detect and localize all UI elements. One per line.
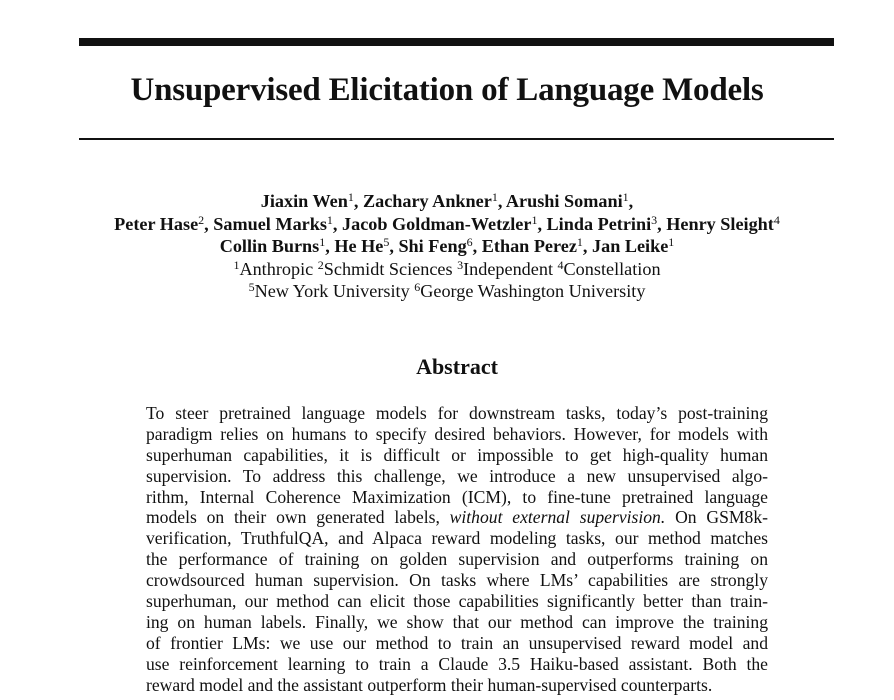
author-name: Peter Hase [114,213,199,234]
abstract-heading: Abstract [416,354,498,379]
affiliation-name: Anthropic [239,258,314,279]
author-affiliation-mark: 4 [773,212,780,227]
abstract-line: To steer pretrained language models for downstream tasks, today’s post-training [146,403,768,423]
author-affiliation-mark: 1 [531,212,538,227]
author-affiliation-mark: 1 [576,235,583,249]
author-affiliation-mark: 6 [466,235,473,249]
abstract-line: reward model and the assistant outperform their human-supervised counterparts. [146,674,713,695]
affiliation-number: 4 [557,257,564,272]
abstract-text: On GSM8k- [665,507,768,528]
author-name: Jiaxin Wen [260,191,348,211]
author-block [0,190,894,303]
author-name: Ethan Perez [481,236,577,256]
author-name: Jacob Goldman-Wetzler [342,213,532,234]
author-affiliation-mark: 3 [651,212,658,227]
abstract-line: rithm, Internal Coherence Maximization (ICM), to fine-tune pretrained language [146,486,768,507]
author-line: Peter Hase$^2$, Samuel Marks$^1$, Jacob Goldman-Wetzler$^1$, Linda Petrini$^3$, Henry Sleight$^4$ [114,212,780,234]
abstract-line: crowdsourced human supervision. On tasks where LMs’ capabilities are strongly [146,570,768,591]
author-name: Shi Feng [398,236,467,256]
abstract-line: use reinforcement learning to train a Claude 3.5 Haiku-based assistant. Both the [146,653,768,674]
affiliation-line [0,258,894,281]
author-line: Collin Burns$^1$, He He$^5$, Shi Feng$^6$, Ethan Perez$^1$, Jan Leike$^1$ [219,235,675,256]
affiliation-number: 5 [248,280,255,294]
abstract-emphasis: without external supervision. [449,507,666,528]
author-affiliation-mark: 5 [383,235,390,249]
affiliation-name: New York University [254,281,410,301]
abstract-text: models on their own generated labels, [146,507,450,528]
affiliation-number: 1 [233,257,240,272]
title-rule [79,138,834,140]
author-name: Jan Leike [592,236,669,256]
author-affiliation-mark: 1 [347,190,354,204]
affiliation-name: Schmidt Sciences [323,258,453,279]
author-affiliation-mark: 1 [668,235,675,249]
affiliation-number: 3 [457,257,464,272]
author-affiliation-mark: 1 [319,235,326,249]
abstract-line: the performance of training on golden supervision and outperforms training on [146,549,768,570]
author-affiliation-mark: 1 [622,190,629,204]
author-name: Zachary Ankner [362,191,492,211]
abstract-line [146,507,768,528]
author-affiliation-mark: 2 [198,212,205,227]
abstract-line: superhuman capabilities, it is difficult or impossible to get high-quality human [146,444,768,465]
author-affiliation-mark: 1 [491,190,498,204]
abstract-line: paradigm relies on humans to specify desired behaviors. However, for models with [146,423,768,444]
affiliation-name: George Washington University [420,281,646,301]
affiliation-number: 6 [414,280,421,294]
author-line: Jiaxin Wen$^1$, Zachary Ankner$^1$, Arushi Somani$^1$, [260,190,634,211]
author-name: Arushi Somani [505,191,623,211]
author-affiliation-mark: 1 [326,212,333,227]
abstract-line: supervision. To address this challenge, we introduce a new unsupervised algo- [146,465,768,486]
paper-title: Unsupervised Elicitation of Language Models [130,72,764,108]
affiliation-name: Independent [463,258,553,279]
author-name: He He [334,236,384,256]
abstract-line: ing on human labels. Finally, we show that our method can improve the training [146,611,768,632]
abstract-line: of frontier LMs: we use our method to train an unsupervised reward model and [146,632,768,653]
affiliation-name: Constellation [563,258,661,279]
affiliation-number: 2 [317,257,324,272]
author-name: Samuel Marks [213,213,327,234]
abstract-line: verification, TruthfulQA, and Alpaca reward modeling tasks, our method matches [146,528,768,549]
abstract-body [146,403,768,695]
author-name: Collin Burns [219,236,320,256]
author-name: Linda Petrini [546,213,652,234]
top-rule [79,38,834,46]
abstract-line: superhuman, our method can elicit those capabilities significantly better than train- [146,591,768,612]
author-name: Henry Sleight [666,213,774,234]
affiliation-line [0,280,894,303]
